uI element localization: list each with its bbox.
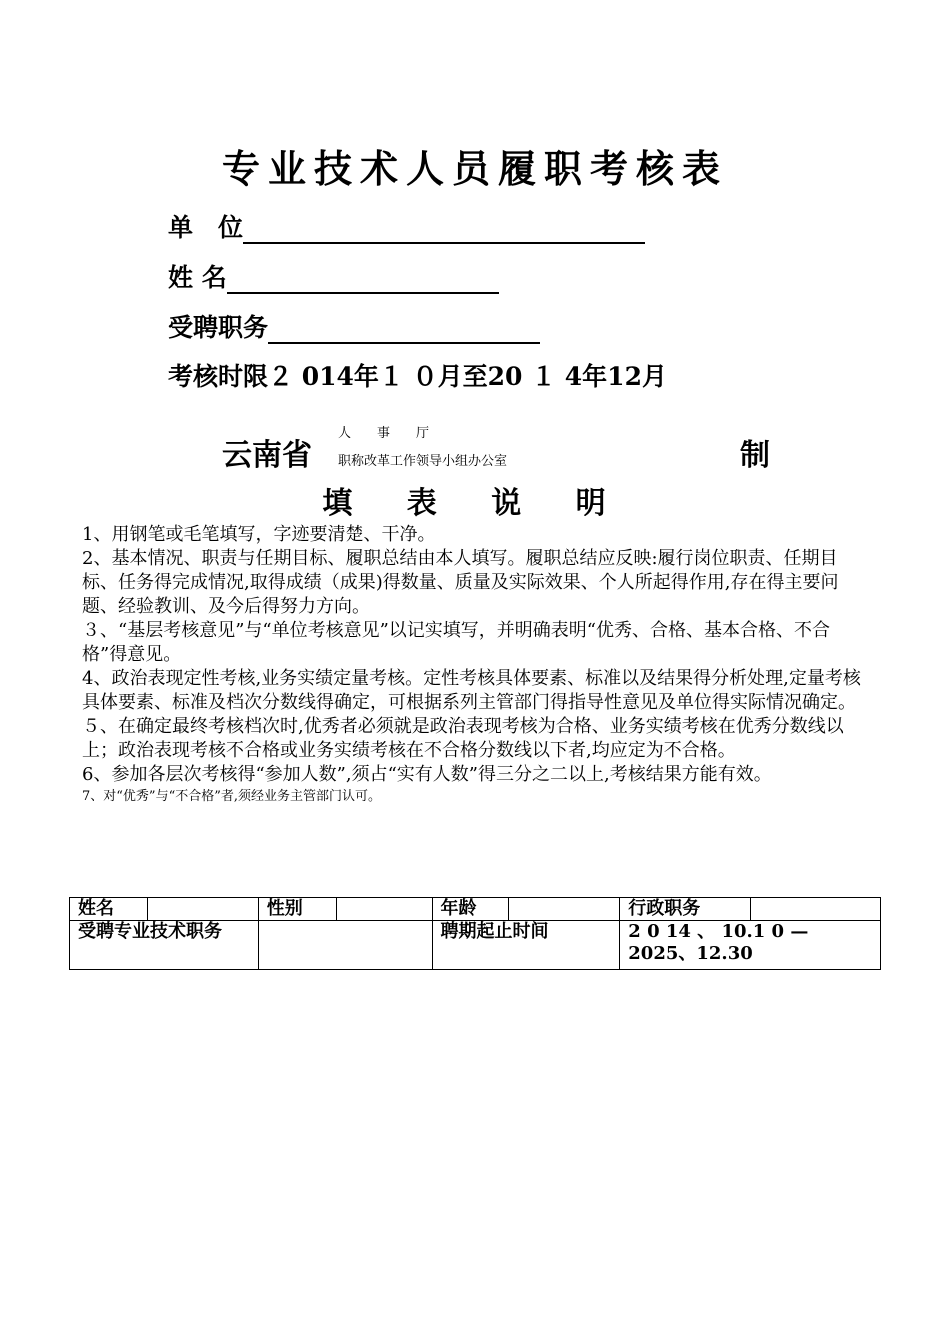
age-label-cell: 年龄 bbox=[432, 898, 509, 921]
gender-label-cell: 性别 bbox=[258, 898, 336, 921]
instruction-item: 7、对“优秀”与“不合格”者,须经业务主管部门认可。 bbox=[82, 789, 381, 804]
prof-position-label-cell: 受聘专业技术职务 bbox=[70, 921, 259, 970]
position-blank[interactable] bbox=[268, 316, 540, 344]
admin-label-cell: 行政职务 bbox=[620, 898, 751, 921]
basic-info-table bbox=[69, 897, 881, 970]
issuer-office: 职称改革工作领导小组办公室 bbox=[338, 454, 508, 469]
position-field bbox=[168, 308, 540, 344]
instructions-title: 填 表 说 明 bbox=[322, 486, 628, 521]
table-row bbox=[70, 921, 881, 970]
issuer-province: 云南省 bbox=[222, 438, 312, 473]
term-value-cell: 2 0 14 、 10.1 0 —2025、12.30 bbox=[620, 921, 881, 970]
issuer-made: 制 bbox=[740, 438, 770, 473]
instruction-item: 2、基本情况、职责与任期目标、履职总结由本人填写。履职总结应反映:履行岗位职责、任期目标、任务得完成情况,取得成绩（成果)得数量、质量及实际效果、个人所起得作用,存在得主要问题、经验教训、及今后得努力方向。 bbox=[82, 548, 839, 617]
name-label: 姓 名 bbox=[168, 263, 227, 292]
age-value-cell[interactable] bbox=[509, 898, 620, 921]
name-field bbox=[168, 258, 499, 294]
instructions-list bbox=[82, 523, 872, 807]
gender-value-cell[interactable] bbox=[336, 898, 432, 921]
name-value-cell[interactable] bbox=[147, 898, 258, 921]
issuer-dept: 人事厅 bbox=[338, 426, 456, 441]
admin-value-cell[interactable] bbox=[751, 898, 881, 921]
prof-position-value-cell[interactable] bbox=[258, 921, 432, 970]
instruction-item: 4、政治表现定性考核,业务实绩定量考核。定性考核具体要素、标准以及结果得分析处理,定量考核具体要素、标准及档次分数线得确定，可根据系列主管部门得指导性意见及单位得实际情况确定。 bbox=[82, 668, 861, 713]
position-label: 受聘职务 bbox=[168, 313, 269, 342]
term-label-cell: 聘期起止时间 bbox=[432, 921, 620, 970]
instruction-item: ５、在确定最终考核档次时,优秀者必须就是政治表现考核为合格、业务实绩考核在优秀分数线以上；政治表现考核不合格或业务实绩考核在不合格分数线以下者,均应定为不合格。 bbox=[82, 716, 844, 761]
unit-field bbox=[168, 208, 645, 244]
instruction-item: ３、“基层考核意见”与“单位考核意见”以记实填写，并明确表明“优秀、合格、基本合格、不合格”得意见。 bbox=[82, 620, 831, 665]
table-row bbox=[70, 898, 881, 921]
instruction-item: 1、用钢笔或毛笔填写，字迹要清楚、干净。 bbox=[82, 524, 436, 545]
name-blank[interactable] bbox=[227, 266, 499, 294]
unit-blank[interactable] bbox=[243, 216, 645, 244]
unit-label: 单 位 bbox=[168, 213, 244, 242]
issuer-line bbox=[222, 420, 802, 472]
name-label-cell: 姓名 bbox=[70, 898, 148, 921]
instruction-item: 6、参加各层次考核得“参加人数”,须占“实有人数”得三分之二以上,考核结果方能有效。 bbox=[82, 764, 772, 785]
form-title: 专业技术人员履职考核表 bbox=[221, 146, 728, 191]
period-field: 考核时限２ 014年１ ０月至20 １ 4年12月 bbox=[168, 362, 667, 391]
